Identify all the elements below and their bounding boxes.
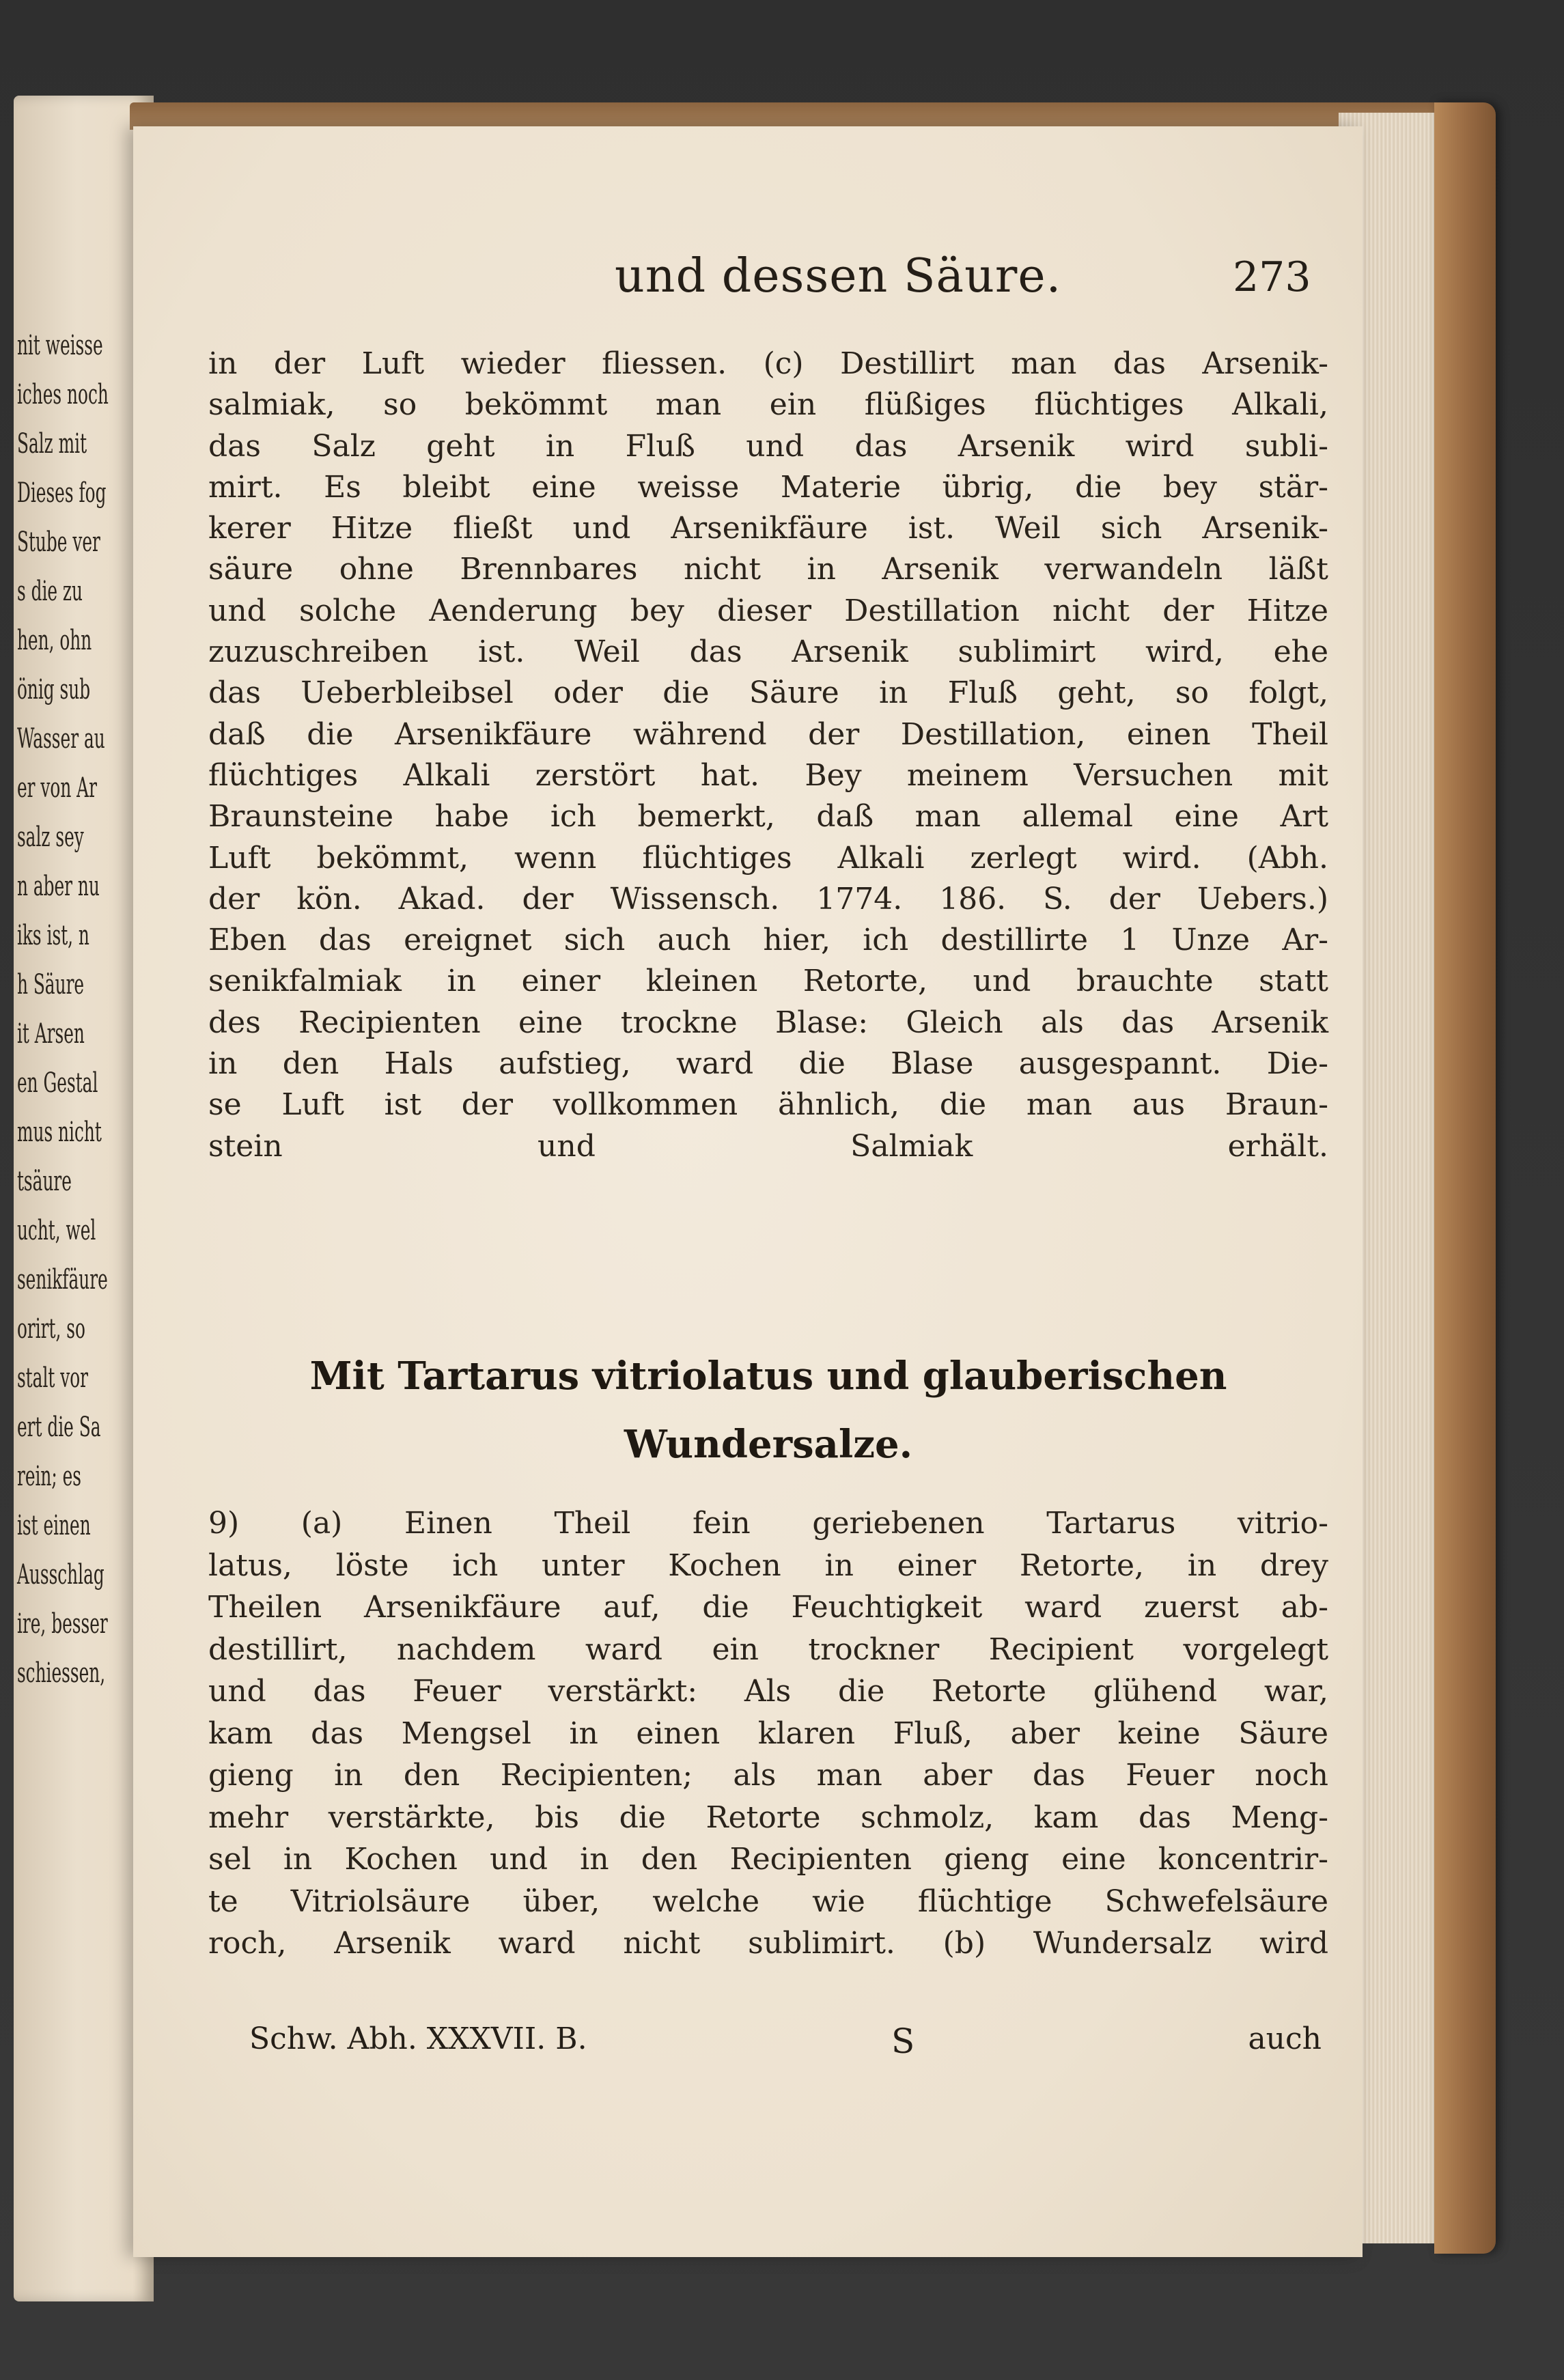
text-line: Luft bekömmt, wenn flüchtiges Alkali zerlegt wird. (Abh.	[208, 840, 1328, 876]
fragment-line: Wasser au	[16, 723, 105, 755]
book-cover-right-edge	[1434, 102, 1496, 2254]
fragment-line: nit weisse	[16, 330, 103, 361]
fragment-line: s die zu	[16, 576, 83, 607]
page-header	[481, 249, 1342, 331]
text-line: kam das Mengsel in einen klaren Fluß, aber keine Säure	[208, 1716, 1328, 1751]
running-head: und dessen Säure.	[615, 249, 1062, 303]
text-line: und das Feuer verstärkt: Als die Retorte glühend war,	[208, 1674, 1328, 1709]
fragment-line: schiessen,	[16, 1657, 106, 1689]
text-line: se Luft ist der vollkommen ähnlich, die man aus Braun-	[208, 1087, 1328, 1123]
fragment-line: orirt, so	[16, 1313, 85, 1345]
text-line: säure ohne Brennbares nicht in Arsenik verwandeln läßt	[208, 552, 1328, 587]
text-line: Eben das ereignet sich auch hier, ich destillirte 1 Unze Ar-	[208, 923, 1328, 958]
fragment-line: ert die Sa	[16, 1412, 101, 1443]
fragment-line: Dieses fog	[16, 477, 107, 509]
fragment-line: en Gestal	[16, 1067, 98, 1099]
text-line: te Vitriolsäure über, welche wie flüchtige Schwefelsäure	[208, 1884, 1328, 1919]
fragment-line: ucht, wel	[16, 1215, 96, 1246]
fragment-line: Ausschlag	[16, 1559, 104, 1591]
body-paragraph-2	[208, 1502, 1328, 1965]
page-footer	[249, 2021, 1322, 2069]
fragment-line: Stube ver	[16, 527, 100, 558]
fragment-line: iks ist, n	[16, 920, 89, 951]
signature-line: Schw. Abh. XXXVII. B.	[249, 2021, 587, 2056]
catchword: auch	[1248, 2021, 1322, 2056]
text-line: latus, löste ich unter Kochen in einer Retorte, in drey	[208, 1548, 1328, 1583]
fragment-line: salz sey	[16, 822, 84, 853]
text-line: daß die Arsenikfäure während der Destillation, einen Theil	[208, 716, 1328, 752]
text-line: senikfalmiak in einer kleinen Retorte, und brauchte statt	[208, 964, 1328, 999]
fragment-line: Salz mit	[16, 428, 87, 460]
text-line: salmiak, so bekömmt man ein flüßiges flüchtiges Alkali,	[208, 387, 1328, 423]
fragment-line: rein; es	[16, 1461, 82, 1492]
text-line: und solche Aenderung bey dieser Destillation nicht der Hitze	[208, 593, 1328, 628]
fragment-line: it Arsen	[16, 1018, 85, 1050]
fragment-line: ire, besser	[16, 1608, 108, 1640]
text-line: das Ueberbleibsel oder die Säure in Fluß geht, so folgt,	[208, 675, 1328, 711]
text-line: mirt. Es bleibt eine weisse Materie übrig, die bey stär-	[208, 469, 1328, 505]
text-line: kerer Hitze fließt und Arsenikfäure ist. Weil sich Arsenik-	[208, 511, 1328, 546]
fragment-line: iches noch	[16, 379, 109, 410]
text-line: flüchtiges Alkali zerstört hat. Bey meinem Versuchen mit	[208, 757, 1328, 793]
signature-mark: S	[891, 2021, 915, 2061]
fragment-line: ist einen	[16, 1510, 91, 1541]
section-heading-line-2: Wundersalze.	[624, 1422, 913, 1467]
book-page	[133, 126, 1363, 2257]
text-line: roch, Arsenik ward nicht sublimirt. (b) Wundersalz wird	[208, 1926, 1328, 1961]
section-heading-line-1: Mit Tartarus vitriolatus und glauberischen	[309, 1354, 1227, 1399]
body-paragraph	[208, 344, 1328, 1167]
fragment-line: n aber nu	[16, 871, 100, 902]
text-line: gieng in den Recipienten; als man aber das Feuer noch	[208, 1758, 1328, 1793]
fragment-line: mus nicht	[16, 1117, 102, 1148]
text-line: in der Luft wieder fliessen. (c) Destillirt man das Arsenik-	[208, 346, 1328, 381]
fragment-line: er von Ar	[16, 772, 97, 804]
text-line: sel in Kochen und in den Recipienten gieng eine koncentrir-	[208, 1842, 1328, 1877]
text-line: zuzuschreiben ist. Weil das Arsenik sublimirt wird, ehe	[208, 634, 1328, 670]
text-line: in den Hals aufstieg, ward die Blase ausgespannt. Die-	[208, 1046, 1328, 1082]
fragment-line: tsäure	[16, 1166, 72, 1197]
fragment-line: senikfäure	[16, 1264, 108, 1296]
text-line: stein und Salmiak erhält.	[208, 1128, 1328, 1164]
text-line: Theilen Arsenikfäure auf, die Feuchtigkeit ward zuerst ab-	[208, 1590, 1328, 1625]
fragment-line: stalt vor	[16, 1362, 89, 1394]
section-heading	[208, 1342, 1328, 1479]
text-line: Braunsteine habe ich bemerkt, daß man allemal eine Art	[208, 799, 1328, 835]
fragment-line: önig sub	[16, 674, 91, 705]
text-line: destillirt, nachdem ward ein trockner Recipient vorgelegt	[208, 1632, 1328, 1667]
page-number: 273	[1233, 253, 1311, 301]
book-cover-top-edge	[130, 102, 1468, 130]
fragment-line: hen, ohn	[16, 625, 92, 656]
text-line: des Recipienten eine trockne Blase: Gleich als das Arsenik	[208, 1005, 1328, 1040]
text-line: das Salz geht in Fluß und das Arsenik wird subli-	[208, 428, 1328, 464]
text-line: der kön. Akad. der Wissensch. 1774. 186. S. der Uebers.)	[208, 881, 1328, 916]
text-line: 9) (a) Einen Theil fein geriebenen Tartarus vitrio-	[208, 1506, 1328, 1541]
text-line: mehr verstärkte, bis die Retorte schmolz, kam das Meng-	[208, 1800, 1328, 1835]
fragment-line: h Säure	[16, 969, 85, 1000]
